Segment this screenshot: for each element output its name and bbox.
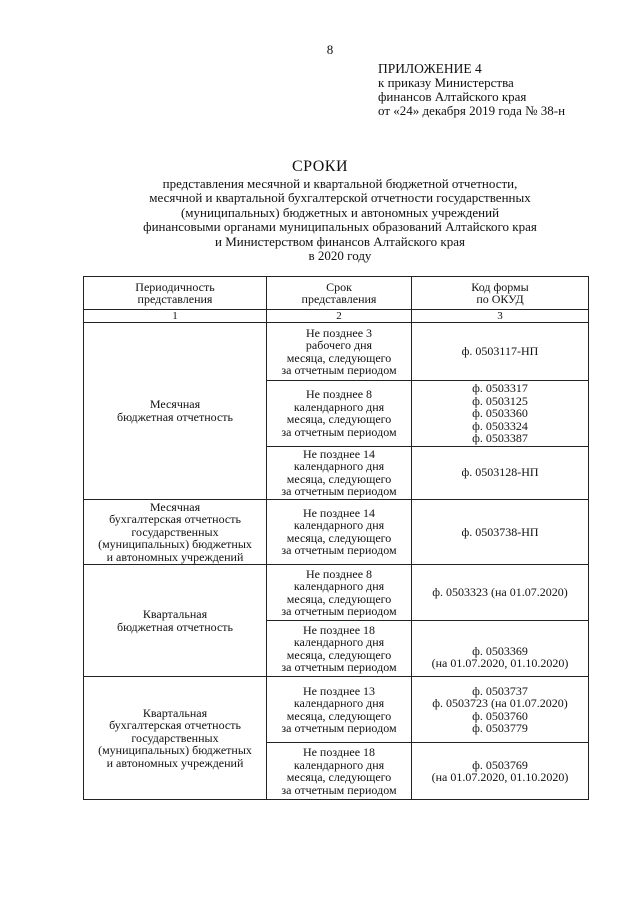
form-code-cell (412, 323, 589, 381)
deadline-text: месяца, следующего (286, 412, 392, 427)
header-text: Срок (326, 279, 352, 294)
deadline-text: месяца, следующего (286, 471, 392, 486)
form-code-text: ф. 0503317 (472, 381, 528, 395)
document-title: СРОКИ (291, 158, 349, 175)
period-text: бухгалтерская отчетность (109, 718, 241, 733)
deadline-cell (267, 565, 412, 621)
deadline-text: календарного дня (293, 635, 385, 649)
deadline-text: месяца, следующего (286, 530, 392, 545)
deadline-cell (267, 499, 412, 565)
form-code-text: ф. 0503760 (472, 708, 528, 723)
form-code-text: (на 01.07.2020, 01.10.2020) (431, 656, 569, 670)
deadline-text: за отчетным периодом (281, 782, 397, 797)
deadline-text: месяца, следующего (286, 708, 392, 723)
deadline-text: Не позднее 18 (302, 745, 376, 759)
table-row (84, 499, 589, 565)
period-cell (84, 677, 267, 800)
period-text: Квартальная (142, 607, 208, 621)
deadline-text: Не позднее 3 (305, 325, 373, 340)
column-number: 1 (84, 310, 267, 323)
subtitle-line: в 2020 году (308, 248, 372, 264)
header-text: по ОКУД (476, 292, 524, 306)
form-code-text: ф. 0503737 (472, 683, 528, 698)
deadline-text: календарного дня (293, 459, 385, 473)
deadline-cell (267, 621, 412, 677)
header-text: Периодичность (135, 279, 215, 294)
form-code-text: ф. 0503723 (на 01.07.2020) (432, 696, 568, 710)
subtitle-line: и Министерством финансов Алтайского края (214, 233, 465, 249)
deadline-cell (267, 743, 412, 800)
deadline-text: месяца, следующего (286, 647, 392, 662)
period-cell (84, 323, 267, 500)
period-cell (84, 565, 267, 677)
deadlines-table (83, 276, 589, 800)
table-header-row (84, 277, 589, 310)
period-text: бюджетная отчетность (117, 409, 233, 424)
header-form-code (412, 277, 589, 310)
deadline-text: за отчетным периодом (281, 424, 397, 439)
deadline-text: календарного дня (293, 579, 385, 593)
form-code-cell (412, 743, 589, 800)
table-row (84, 677, 589, 743)
deadline-text: Не позднее 8 (305, 387, 373, 402)
deadline-cell (267, 677, 412, 743)
subtitle-line: представления месячной и квартальной бюджетной отчетности, (162, 176, 518, 191)
appendix-header (378, 62, 565, 118)
form-code-text: ф. 0503323 (на 01.07.2020) (432, 585, 568, 600)
subtitle-line: (муниципальных) бюджетных и автономных учреждений (180, 204, 500, 220)
deadline-text: за отчетным периодом (281, 721, 397, 735)
form-code-text: ф. 0503769 (472, 757, 528, 772)
header-period (84, 277, 267, 310)
form-code-cell (412, 565, 589, 621)
deadline-text: рабочего дня (305, 338, 373, 352)
period-text: государственных (131, 730, 219, 745)
form-code-text: ф. 0503324 (472, 418, 528, 433)
form-code-cell (412, 621, 589, 677)
form-code-text: ф. 0503369 (472, 643, 528, 658)
form-code-cell (412, 446, 589, 499)
form-code-text: ф. 0503738-НП (461, 524, 539, 539)
form-code-cell (412, 499, 589, 565)
period-cell (84, 499, 267, 565)
form-code-text: (на 01.07.2020, 01.10.2020) (431, 770, 569, 784)
period-text: (муниципальных) бюджетных (98, 537, 252, 551)
form-code-cell (412, 677, 589, 743)
period-text: и автономных учреждений (106, 549, 244, 564)
header-text: представления (137, 292, 213, 306)
period-text: Квартальная (142, 705, 208, 720)
page-number: 8 (326, 42, 334, 57)
deadline-cell (267, 323, 412, 381)
document-subtitle (100, 177, 580, 263)
form-code-text: ф. 0503387 (472, 431, 528, 445)
subtitle-line: финансовыми органами муниципальных образований Алтайского края (143, 219, 537, 235)
period-text: Месячная (149, 499, 201, 514)
deadline-text: за отчетным периодом (281, 363, 397, 377)
form-code-cell (412, 381, 589, 447)
period-text: Месячная (149, 397, 201, 412)
table-row (84, 323, 589, 381)
deadline-cell (267, 446, 412, 499)
deadline-text: календарного дня (293, 757, 385, 772)
deadline-text: Не позднее 18 (302, 622, 376, 637)
deadline-text: календарного дня (293, 696, 385, 710)
period-text: бухгалтерская отчетность (109, 512, 241, 526)
deadline-text: месяца, следующего (286, 350, 392, 365)
deadline-text: месяца, следующего (286, 591, 392, 606)
period-text: (муниципальных) бюджетных (98, 743, 252, 758)
appendix-line: к приказу Министерства (378, 75, 514, 90)
appendix-line: финансов Алтайского края (378, 89, 527, 104)
period-text: и автономных учреждений (106, 755, 244, 770)
header-text: Код формы (471, 279, 529, 294)
form-code-text: ф. 0503779 (472, 721, 528, 735)
appendix-line: от «24» декабря 2019 года № 38-н (378, 103, 566, 118)
form-code-text: ф. 0503128-НП (461, 465, 539, 480)
deadline-cell (267, 381, 412, 447)
appendix-title: ПРИЛОЖЕНИЕ 4 (378, 61, 482, 76)
form-code-text: ф. 0503360 (472, 406, 528, 420)
deadline-text: Не позднее 14 (302, 505, 376, 520)
deadline-text: за отчетным периодом (281, 604, 397, 618)
header-text: представления (301, 292, 377, 306)
subtitle-line: месячной и квартальной бухгалтерской отчетности государственных (149, 190, 531, 206)
column-number: 3 (412, 310, 589, 323)
deadline-text: календарного дня (293, 518, 385, 533)
deadline-text: за отчетным периодом (281, 543, 397, 558)
deadline-text: Не позднее 14 (302, 446, 376, 461)
period-text: бюджетная отчетность (117, 619, 233, 634)
column-number: 2 (267, 310, 412, 323)
deadline-text: календарного дня (293, 399, 385, 414)
form-code-text: ф. 0503125 (472, 393, 528, 408)
header-deadline (267, 277, 412, 310)
table-row (84, 565, 589, 621)
form-code-text: ф. 0503117-НП (461, 344, 539, 359)
deadline-text: за отчетным периодом (281, 660, 397, 674)
deadline-text: Не позднее 8 (305, 566, 373, 581)
deadline-text: месяца, следующего (286, 770, 392, 784)
deadline-text: за отчетным периодом (281, 484, 397, 498)
column-number-row (84, 310, 589, 323)
period-text: государственных (131, 524, 219, 539)
deadline-text: Не позднее 13 (302, 683, 376, 698)
